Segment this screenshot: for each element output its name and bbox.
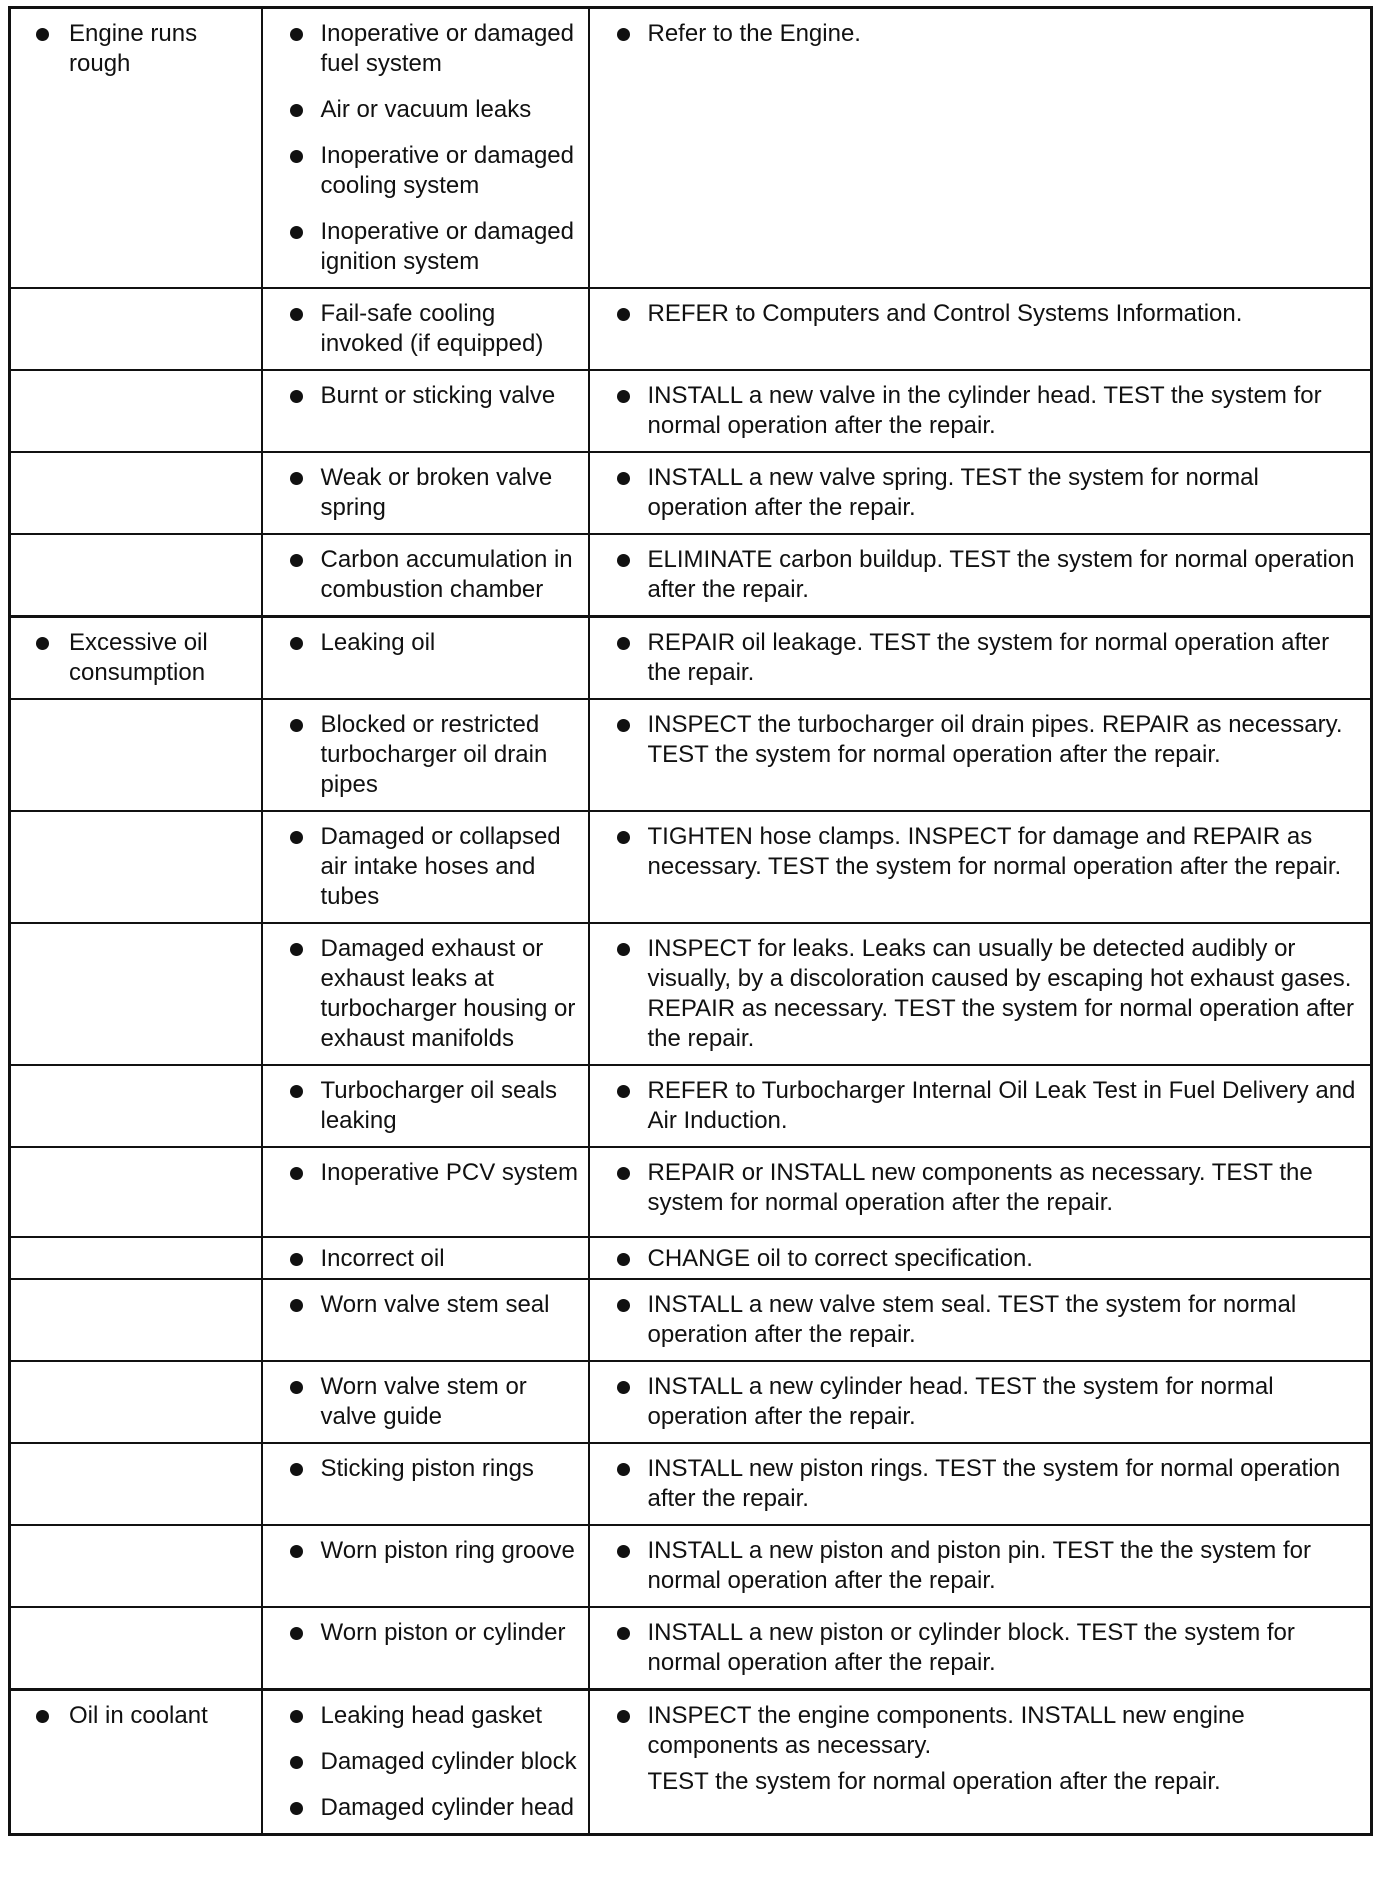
action-cell — [589, 534, 1372, 617]
action-cell — [589, 370, 1372, 452]
bullet-icon — [290, 1627, 303, 1640]
bullet-icon — [36, 1710, 49, 1723]
cause-text: Weak or broken valve spring — [320, 464, 553, 521]
symptom-cell — [10, 1237, 262, 1279]
symptom-text: Excessive oil consumption — [69, 629, 208, 686]
symptom-cell — [10, 1361, 262, 1443]
table-row — [10, 811, 1372, 923]
cause-text: Damaged cylinder block — [320, 1748, 577, 1775]
cause-text: Turbocharger oil seals leaking — [320, 1077, 558, 1134]
action-cell — [589, 1065, 1372, 1147]
symptom-cell — [10, 1690, 262, 1835]
action-cell — [589, 1147, 1372, 1237]
bullet-icon — [290, 1802, 303, 1815]
cause-text: Leaking oil — [320, 629, 436, 656]
bullet-icon — [617, 719, 630, 732]
bullet-icon — [290, 554, 303, 567]
action-cell — [589, 1237, 1372, 1279]
bullet-icon — [290, 943, 303, 956]
cause-cell — [262, 288, 589, 370]
symptom-cell — [10, 923, 262, 1065]
action-text: INSTALL a new valve stem seal. TEST the system for normal operation after the repair. — [647, 1291, 1297, 1348]
cause-text: Carbon accumulation in combustion chamber — [320, 546, 573, 603]
cause-text: Sticking piston rings — [320, 1455, 534, 1482]
bullet-icon — [617, 831, 630, 844]
cause-cell — [262, 1443, 589, 1525]
bullet-icon — [290, 150, 303, 163]
action-cell — [589, 617, 1372, 700]
cause-text: Incorrect oil — [320, 1245, 445, 1272]
cause-text: Leaking head gasket — [320, 1702, 543, 1729]
cause-text: Worn valve stem seal — [320, 1291, 550, 1318]
action-cell — [589, 1361, 1372, 1443]
diagnosis-table — [8, 6, 1373, 1836]
action-cell — [589, 923, 1372, 1065]
cause-text: Inoperative PCV system — [320, 1159, 578, 1186]
action-cell — [589, 1690, 1372, 1835]
table-row — [10, 288, 1372, 370]
action-text: REPAIR or INSTALL new components as necessary. TEST the system for normal operation after the repair. — [647, 1159, 1313, 1216]
cause-text: Worn piston ring groove — [320, 1537, 575, 1564]
symptom-cell — [10, 370, 262, 452]
symptom-text: Engine runs rough — [69, 20, 198, 77]
action-text: INSTALL a new valve in the cylinder head. TEST the system for normal operation after the repair. — [647, 382, 1322, 439]
table-row — [10, 1279, 1372, 1361]
symptom-group-excessive-oil-consumption — [10, 617, 1372, 1690]
action-text: INSTALL a new cylinder head. TEST the system for normal operation after the repair. — [647, 1373, 1274, 1430]
bullet-icon — [617, 943, 630, 956]
cause-cell — [262, 1147, 589, 1237]
table-row — [10, 1525, 1372, 1607]
cause-text: Worn piston or cylinder — [320, 1619, 566, 1646]
symptom-cell — [10, 288, 262, 370]
bullet-icon — [617, 390, 630, 403]
bullet-icon — [290, 637, 303, 650]
bullet-icon — [290, 1463, 303, 1476]
symptom-group-oil-in-coolant — [10, 1690, 1372, 1835]
cause-cell — [262, 1690, 589, 1835]
bullet-icon — [36, 28, 49, 41]
bullet-icon — [290, 1545, 303, 1558]
action-cell — [589, 1443, 1372, 1525]
bullet-icon — [617, 1299, 630, 1312]
cause-cell — [262, 617, 589, 700]
action-text: INSTALL a new valve spring. TEST the system for normal operation after the repair. — [647, 464, 1259, 521]
cause-cell — [262, 534, 589, 617]
cause-text: Inoperative or damaged ignition system — [320, 218, 574, 275]
table-row — [10, 8, 1372, 289]
action-text: ELIMINATE carbon buildup. TEST the system for normal operation after the repair. — [647, 546, 1355, 603]
action-cell — [589, 1607, 1372, 1690]
bullet-icon — [617, 1167, 630, 1180]
action-text: TIGHTEN hose clamps. INSPECT for damage and REPAIR as necessary. TEST the system for normal operation after the repair. — [647, 823, 1342, 880]
bullet-icon — [617, 472, 630, 485]
cause-cell — [262, 452, 589, 534]
bullet-icon — [290, 1085, 303, 1098]
bullet-icon — [290, 1299, 303, 1312]
table-row — [10, 617, 1372, 700]
symptom-cell — [10, 1279, 262, 1361]
symptom-cell — [10, 1607, 262, 1690]
bullet-icon — [290, 1253, 303, 1266]
action-text: INSPECT the turbocharger oil drain pipes. REPAIR as necessary. TEST the system for normal operation after the repair. — [647, 711, 1343, 768]
action-text: INSPECT for leaks. Leaks can usually be detected audibly or visually, by a discoloration caused by escaping hot exhaust gases. REPAIR as necessary. TEST the system for normal operation after the repair. — [647, 935, 1355, 1052]
bullet-icon — [290, 104, 303, 117]
bullet-icon — [290, 719, 303, 732]
cause-cell — [262, 811, 589, 923]
action-text: INSTALL new piston rings. TEST the system for normal operation after the repair. — [647, 1455, 1341, 1512]
table-row — [10, 370, 1372, 452]
action-text: Refer to the Engine. — [647, 20, 861, 47]
symptom-cell — [10, 617, 262, 700]
symptom-cell — [10, 8, 262, 289]
symptom-group-engine-runs-rough — [10, 8, 1372, 617]
cause-cell — [262, 1279, 589, 1361]
cause-cell — [262, 1237, 589, 1279]
action-cell — [589, 1279, 1372, 1361]
cause-cell — [262, 1525, 589, 1607]
action-text: REPAIR oil leakage. TEST the system for normal operation after the repair. — [647, 629, 1330, 686]
action-cell — [589, 288, 1372, 370]
bullet-icon — [617, 28, 630, 41]
cause-text: Inoperative or damaged cooling system — [320, 142, 574, 199]
symptom-cell — [10, 699, 262, 811]
cause-text: Worn valve stem or valve guide — [320, 1373, 527, 1430]
bullet-icon — [617, 1381, 630, 1394]
cause-cell — [262, 1607, 589, 1690]
bullet-icon — [290, 831, 303, 844]
table-row — [10, 1065, 1372, 1147]
bullet-icon — [617, 554, 630, 567]
table-row — [10, 1690, 1372, 1835]
symptom-cell — [10, 1147, 262, 1237]
table-row — [10, 699, 1372, 811]
cause-cell — [262, 1361, 589, 1443]
bullet-icon — [290, 308, 303, 321]
cause-text: Blocked or restricted turbocharger oil drain pipes — [320, 711, 548, 798]
cause-text: Damaged exhaust or exhaust leaks at turbocharger housing or exhaust manifolds — [320, 935, 576, 1052]
bullet-icon — [290, 472, 303, 485]
action-text: CHANGE oil to correct specification. — [647, 1245, 1033, 1272]
action-cell — [589, 699, 1372, 811]
bullet-icon — [36, 637, 49, 650]
symptom-cell — [10, 534, 262, 617]
cause-cell — [262, 370, 589, 452]
cause-text: Inoperative or damaged fuel system — [320, 20, 574, 77]
bullet-icon — [617, 1545, 630, 1558]
action-cell — [589, 1525, 1372, 1607]
action-text: INSTALL a new piston and piston pin. TEST the the system for normal operation after the repair. — [647, 1537, 1311, 1594]
action-text: INSPECT the engine components. INSTALL new engine components as necessary. — [647, 1702, 1245, 1759]
symptom-text: Oil in coolant — [69, 1702, 208, 1729]
bullet-icon — [617, 1463, 630, 1476]
cause-cell — [262, 699, 589, 811]
cause-cell — [262, 923, 589, 1065]
symptom-cell — [10, 811, 262, 923]
action-cell — [589, 811, 1372, 923]
bullet-icon — [617, 1627, 630, 1640]
table-row — [10, 923, 1372, 1065]
cause-text: Air or vacuum leaks — [320, 96, 532, 123]
cause-text: Damaged or collapsed air intake hoses and tubes — [320, 823, 561, 910]
action-cell — [589, 8, 1372, 289]
bullet-icon — [290, 1167, 303, 1180]
symptom-cell — [10, 1525, 262, 1607]
table-row — [10, 534, 1372, 617]
bullet-icon — [617, 1085, 630, 1098]
bullet-icon — [290, 390, 303, 403]
symptom-cell — [10, 1065, 262, 1147]
symptom-cell — [10, 1443, 262, 1525]
table-row — [10, 1147, 1372, 1237]
bullet-icon — [290, 1381, 303, 1394]
bullet-icon — [290, 226, 303, 239]
table-row — [10, 452, 1372, 534]
action-text-continued: TEST the system for normal operation after the repair. — [647, 1768, 1221, 1795]
action-cell — [589, 452, 1372, 534]
table-row — [10, 1361, 1372, 1443]
bullet-icon — [290, 1710, 303, 1723]
cause-text: Fail-safe cooling invoked (if equipped) — [320, 300, 544, 357]
bullet-icon — [617, 1710, 630, 1723]
bullet-icon — [290, 28, 303, 41]
bullet-icon — [617, 637, 630, 650]
table-row — [10, 1607, 1372, 1690]
bullet-icon — [290, 1756, 303, 1769]
action-text: INSTALL a new piston or cylinder block. TEST the system for normal operation after the repair. — [647, 1619, 1295, 1676]
action-text: REFER to Computers and Control Systems Information. — [647, 300, 1243, 327]
bullet-icon — [617, 308, 630, 321]
action-text: REFER to Turbocharger Internal Oil Leak Test in Fuel Delivery and Air Induction. — [647, 1077, 1356, 1134]
cause-text: Burnt or sticking valve — [320, 382, 556, 409]
cause-cell — [262, 1065, 589, 1147]
bullet-icon — [617, 1253, 630, 1266]
table-row — [10, 1237, 1372, 1279]
cause-text: Damaged cylinder head — [320, 1794, 574, 1821]
cause-cell — [262, 8, 589, 289]
symptom-cell — [10, 452, 262, 534]
table-row — [10, 1443, 1372, 1525]
